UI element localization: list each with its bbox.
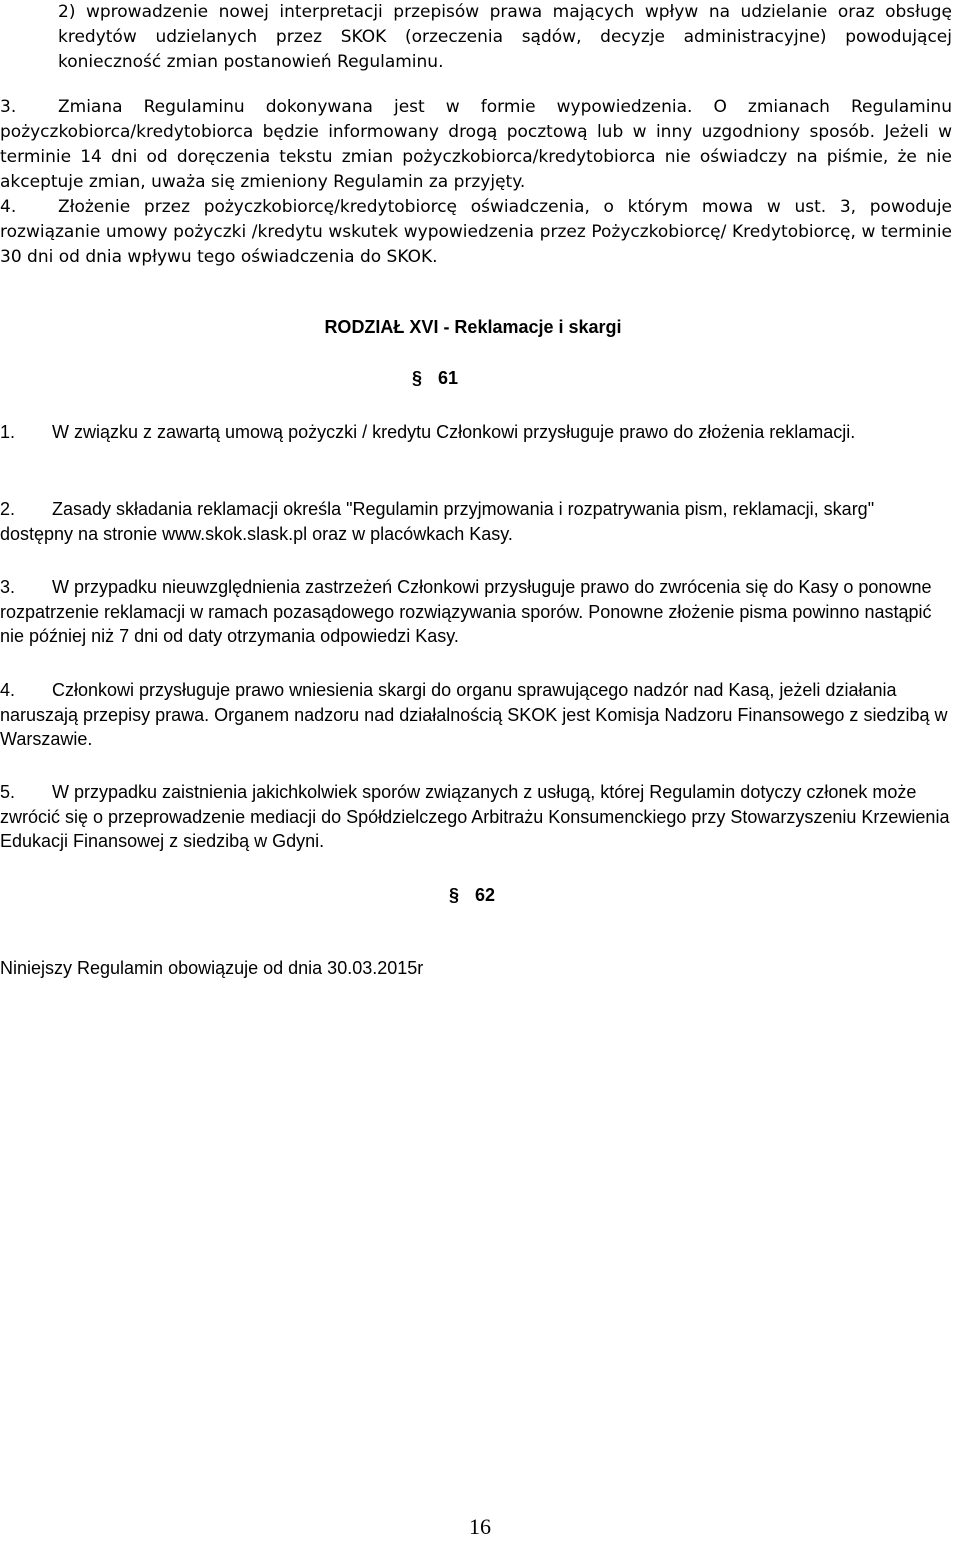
paragraph-text: 2) wprowadzenie nowej interpretacji przepisów prawa mających wpływ na udzielanie oraz obsługę kredytów udzielanych przez SKOK (orzeczenia sądów, decyzje administracyjne) powodującej konieczność zmian postanowień Regulaminu. [58, 2, 952, 72]
paragraph-text: W przypadku nieuwzględnienia zastrzeżeń Członkowi przysługuje prawo do zwrócenia się do Kasy o ponowne rozpatrzenie reklamacji w ramach pozasądowego rozwiązywania sporów. Ponowne złożenie pisma powinno nastąpić nie później niż 7 dni od daty otrzymania odpowiedzi Kasy. [0, 577, 932, 646]
paragraph-text: Zmiana Regulaminu dokonywana jest w formie wypowiedzenia. O zmianach Regulaminu pożyczkobiorca/kredytobiorca będzie informowany drogą pocztową lub w inny uzgodniony sposób. Jeżeli w terminie 14 dni od doręczenia tekstu zmian pożyczkobiorca/kredytobiorca nie oświadczy na piśmie, że nie akceptuje zmian, uważa się zmieniony Regulamin za przyjęty. [0, 97, 952, 192]
section-marker-61 [412, 366, 458, 390]
section-61-item-5 [0, 780, 952, 854]
section-number: 62 [475, 885, 496, 905]
section-symbol: § [449, 885, 460, 905]
section-61-item-3 [0, 575, 952, 649]
paragraph-text: W związku z zawartą umową pożyczki / kredytu Członkowi przysługuje prawo do złożenia reklamacji. [52, 422, 856, 442]
chapter-heading: RODZIAŁ XVI - Reklamacje i skargi [324, 317, 622, 337]
list-item-2-continued [58, 0, 952, 75]
section-symbol: § [412, 368, 423, 388]
paragraph-text: W przypadku zaistnienia jakichkolwiek sporów związanych z usługą, której Regulamin dotyczy członek może zwrócić się o przeprowadzenie mediacji do Spółdzielczego Arbitrażu Konsumenckiego przy Stowarzyszeniu Krzewienia Edukacji Finansowej z siedzibą w Gdyni. [0, 782, 950, 851]
section-61-item-1 [0, 420, 952, 445]
list-item-4 [0, 195, 952, 270]
item-number: 5. [0, 782, 16, 802]
item-number: 2. [0, 499, 16, 519]
paragraph-text: Członkowi przysługuje prawo wniesienia skargi do organu sprawującego nadzór nad Kasą, jeżeli działania naruszają przepisy prawa. Organem nadzoru nad działalnością SKOK jest Komisja Nadzoru Finansowego z siedzibą w Warszawie. [0, 680, 948, 749]
paragraph-text: Zasady składania reklamacji określa "Regulamin przyjmowania i rozpatrywania pism, reklamacji, skarg" dostępny na stronie www.skok.slask.pl oraz w placówkach Kasy. [0, 499, 875, 544]
section-marker-62 [449, 883, 495, 907]
paragraph-text: Złożenie przez pożyczkobiorcę/kredytobiorcę oświadczenia, o którym mowa w ust. 3, powoduje rozwiązanie umowy pożyczki /kredytu wskutek wypowiedzenia przez Pożyczkobiorcę/ Kredytobiorcę, w terminie 30 dni od dnia wpływu tego oświadczenia do SKOK. [0, 197, 952, 267]
item-number: 3. [0, 577, 16, 597]
section-61-item-2 [0, 497, 952, 546]
section-number: 61 [438, 368, 459, 388]
list-item-3 [0, 95, 952, 195]
item-number: 4. [0, 197, 17, 217]
item-number: 3. [0, 97, 17, 117]
page-number: 16 [469, 1514, 491, 1539]
item-number: 1. [0, 422, 16, 442]
section-61-item-4 [0, 678, 952, 752]
closing-statement: Niniejszy Regulamin obowiązuje od dnia 30.03.2015r [0, 958, 424, 978]
item-number: 4. [0, 680, 16, 700]
